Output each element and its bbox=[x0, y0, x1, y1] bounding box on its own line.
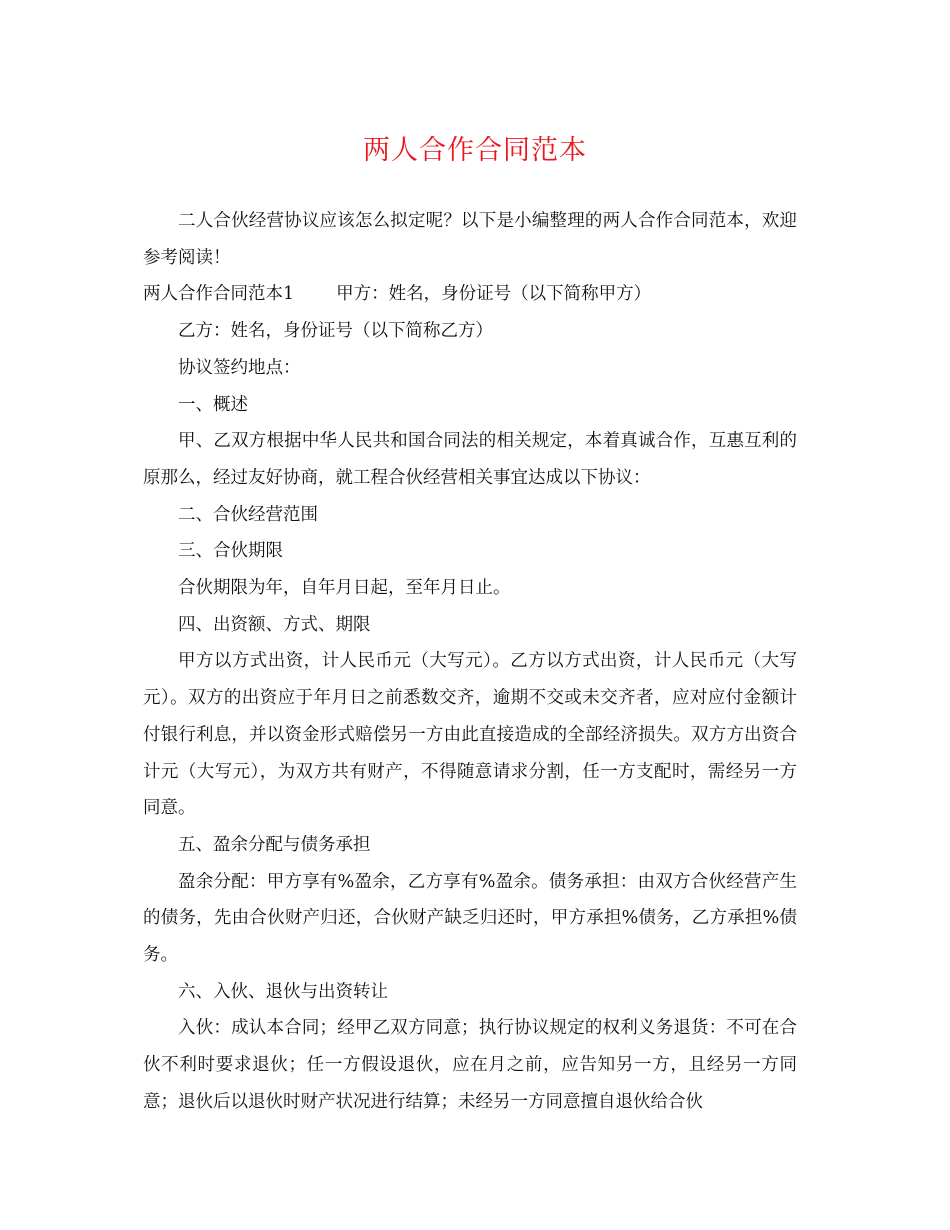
document-body bbox=[143, 203, 797, 1121]
section-heading-capital: 四、出资额、方式、期限 bbox=[178, 614, 371, 635]
section-heading-admission: 六、入伙、退伙与出资转让 bbox=[178, 981, 388, 1002]
paragraph-profit: 盈余分配：甲方享有%盈余，乙方享有%盈余。债务承担：由双方合伙经营产生的债务，先由合伙财产归还，合伙财产缺乏归还时，甲方承担%债务，乙方承担%债务。 bbox=[143, 871, 797, 966]
contract-label: 两人合作合同范本1 bbox=[143, 284, 295, 305]
paragraph-capital: 甲方以方式出资，计人民币元（大写元）。乙方以方式出资，计人民币元（大写元）。双方的出资应于年月日之前悉数交齐，逾期不交或未交齐者，应对应付金额计付银行利息，并以资金形式赔偿另一方由此直接造成的全部经济损失。双方方出资合计元（大写元），为双方共有财产，不得随意请求分割，任一方支配时，需经另一方同意。 bbox=[143, 651, 797, 819]
paragraph-signing-place: 协议签约地点： bbox=[178, 357, 301, 378]
section-heading-term: 三、合伙期限 bbox=[178, 541, 283, 562]
paragraph-party-b: 乙方：姓名，身份证号（以下简称乙方） bbox=[178, 321, 493, 342]
paragraph-party-a bbox=[143, 276, 797, 313]
section-heading-profit: 五、盈余分配与债务承担 bbox=[178, 834, 371, 855]
section-heading-overview: 一、概述 bbox=[178, 394, 248, 415]
paragraph-intro: 二人合伙经营协议应该怎么拟定呢？以下是小编整理的两人合作合同范本，欢迎参考阅读！ bbox=[143, 211, 797, 268]
paragraph-overview: 甲、乙双方根据中华人民共和国合同法的相关规定，本着真诚合作，互惠互利的原那么，经过友好协商，就工程合伙经营相关事宜达成以下协议： bbox=[143, 431, 797, 488]
party-a-text: 甲方：姓名，身份证号（以下简称甲方） bbox=[336, 284, 652, 305]
paragraph-admission: 入伙：成认本合同；经甲乙双方同意；执行协议规定的权利义务退货：不可在合伙不利时要求退伙；任一方假设退伙，应在月之前，应告知另一方，且经另一方同意；退伙后以退伙时财产状况进行结算；未经另一方同意擅自退伙给合伙 bbox=[143, 1018, 797, 1112]
document-title: 两人合作合同范本 bbox=[363, 135, 587, 166]
paragraph-term: 合伙期限为年，自年月日起，至年月日止。 bbox=[178, 578, 511, 599]
section-heading-scope: 二、合伙经营范围 bbox=[178, 504, 318, 525]
